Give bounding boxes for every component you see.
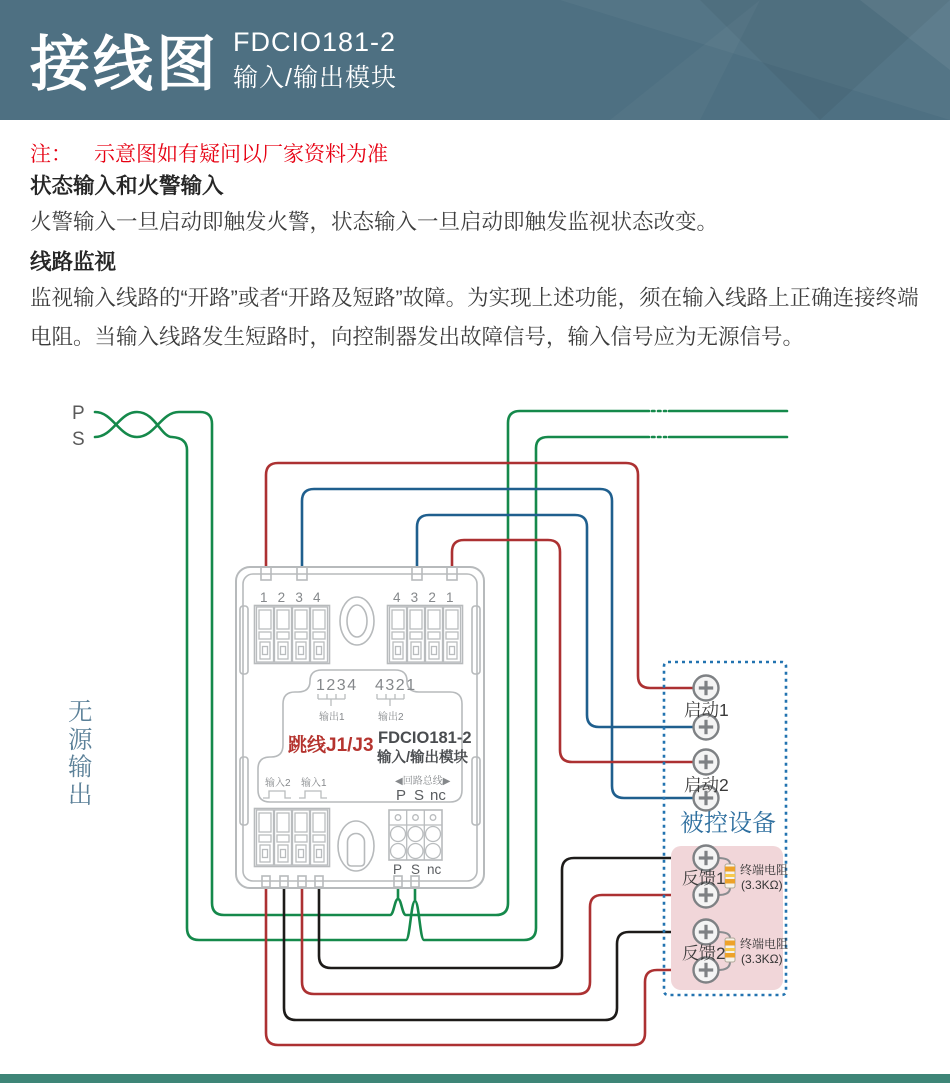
fb1-resistor-value: (3.3KΩ) <box>741 878 783 892</box>
fb1-resistor-label: 终端电阻 <box>740 863 789 877</box>
passive-output-label: 无源输出 <box>68 699 93 809</box>
wiring-diagram <box>0 388 950 1083</box>
terminal-resistor-1 <box>725 864 735 888</box>
panel-s-label: S <box>414 787 425 804</box>
grid-p-label: P <box>393 862 403 877</box>
page-title: 接线图 <box>30 31 219 98</box>
panel-nc-label: nc <box>430 787 446 804</box>
device-title: 被控设备 <box>680 810 776 837</box>
io-module <box>236 567 484 888</box>
fb1-label: 反馈1 <box>682 869 726 888</box>
output-group-left: 1234 <box>316 677 358 694</box>
output-group-right: 4321 <box>375 677 417 694</box>
screw-terminal-fb1-plus <box>694 846 719 871</box>
start1-label: 启动1 <box>684 700 729 720</box>
p-bus-label: P <box>72 403 85 424</box>
start2-label: 启动2 <box>684 775 729 795</box>
header-subtitle: 输入/输出模块 <box>233 64 397 92</box>
out1-label: 输出1 <box>319 712 345 723</box>
fb2-resistor-value: (3.3KΩ) <box>741 952 783 966</box>
screw-terminal-start1-plus <box>694 676 719 701</box>
in2-label: 输入2 <box>265 778 291 789</box>
screw-terminal-start2-plus <box>694 750 719 775</box>
module-model-label: FDCIO181-2 <box>378 729 472 747</box>
panel-p-label: P <box>396 787 407 804</box>
note-prefix: 注： <box>30 143 72 166</box>
loop-bus-label: ◀回路总线▶ <box>395 776 451 787</box>
section2-heading: 线路监视 <box>30 250 117 274</box>
s-bus-label: S <box>72 429 85 450</box>
out2-label: 输出2 <box>378 712 404 723</box>
jumper-label: 跳线J1/J3 <box>288 735 374 756</box>
section2-body: 监视输入线路的“开路”或者“开路及短路”故障。为实现上述功能，须在输入线路上正确连接终端电阻。当输入线路发生短路时，向控制器发出故障信号，输入信号应为无源信号。 <box>30 286 919 349</box>
section1-heading: 状态输入和火警输入 <box>30 174 224 198</box>
in1-label: 输入1 <box>301 778 327 789</box>
terminal-numbers-right: 4 3 2 1 <box>393 590 457 605</box>
footer-bar <box>0 1074 950 1083</box>
module-model-sub-label: 输入/输出模块 <box>377 750 469 766</box>
section1-body: 火警输入一旦启动即触发火警，状态输入一旦启动即触发监视状态改变。 <box>30 210 719 234</box>
note-text: 示意图如有疑问以厂家资料为准 <box>94 143 388 166</box>
header-model: FDCIO181-2 <box>233 27 397 57</box>
feedback2-plus-wire <box>284 889 693 1020</box>
start2-plus-wire <box>452 540 693 762</box>
fb2-label: 反馈2 <box>682 944 726 963</box>
terminal-resistor-2 <box>725 938 735 962</box>
terminal-numbers-left: 1 2 3 4 <box>260 590 324 605</box>
feedback1-minus-wire <box>302 889 693 994</box>
controlled-device-box <box>664 662 788 995</box>
screw-terminal-fb2-plus <box>694 920 719 945</box>
grid-s-label: S <box>411 862 421 877</box>
grid-nc-label: nc <box>427 862 442 877</box>
note-line <box>30 138 388 168</box>
header-banner <box>0 0 950 120</box>
fb2-resistor-label: 终端电阻 <box>740 937 789 951</box>
